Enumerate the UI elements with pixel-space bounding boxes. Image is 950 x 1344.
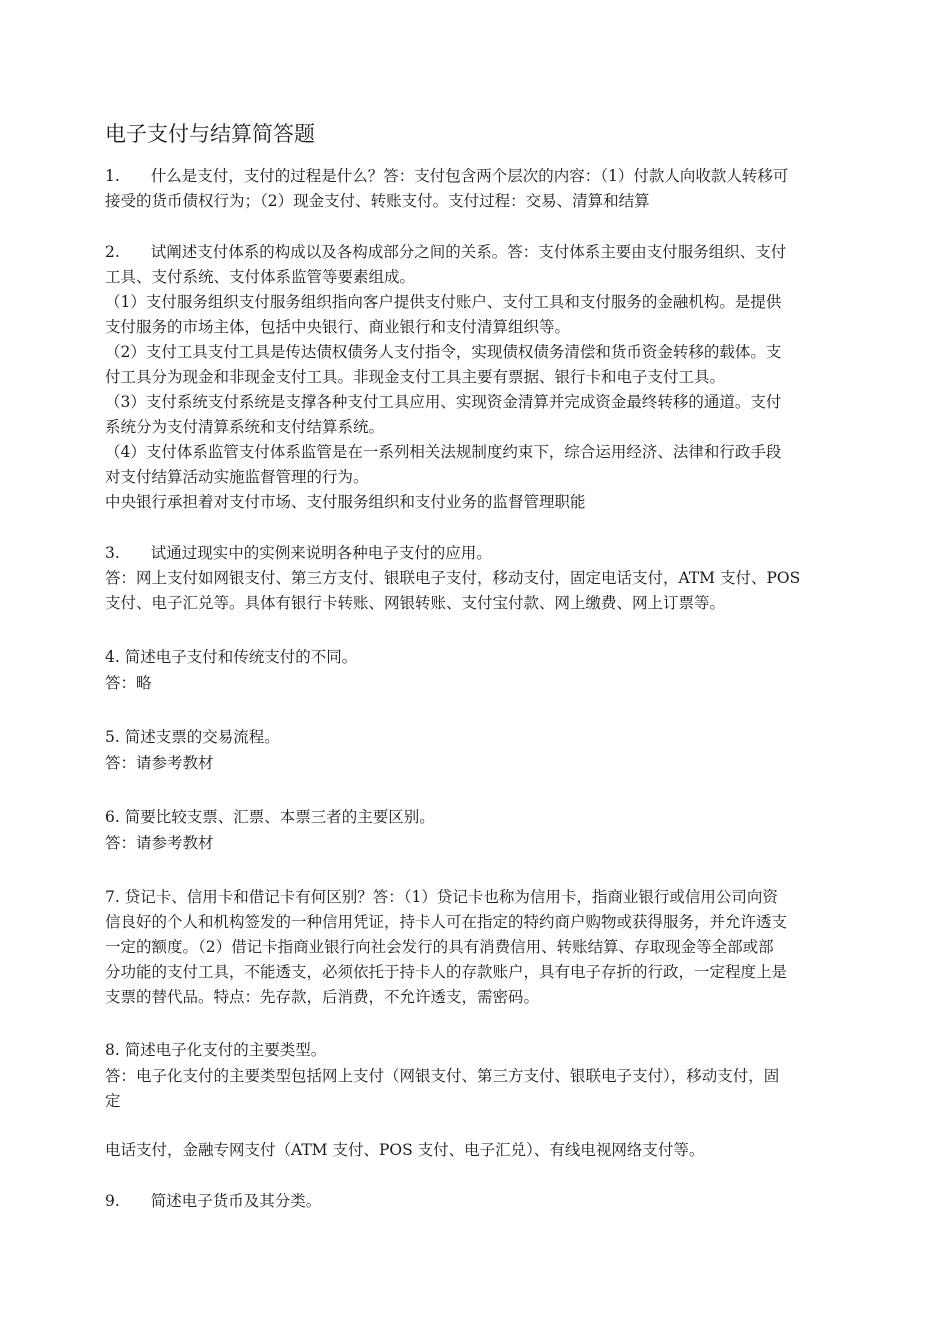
text-line: 支付服务的市场主体，包括中央银行、商业银行和支付清算组织等。 xyxy=(105,318,571,336)
text-line: 9. 简述电子货币及其分类。 xyxy=(105,1192,322,1210)
text-line: （3）支付系统支付系统是支撑各种支付工具应用、实现资金清算并完成资金最终转移的通道。支付 xyxy=(105,393,782,411)
text-line: （4）支付体系监管支付体系监管是在一系列相关法规制度约束下，综合运用经济、法律和行政手段 xyxy=(105,443,782,461)
text-line: 接受的货币债权行为；（2）现金支付、转账支付。支付过程：交易、清算和结算 xyxy=(105,192,650,210)
text-line: 3. 试通过现实中的实例来说明各种电子支付的应用。 xyxy=(105,544,492,562)
text-line: 一定的额度。（2）借记卡指商业银行向社会发行的具有消费信用、转账结算、存取现金等全部或部 xyxy=(105,938,774,956)
text-line: 答：请参考教材 xyxy=(105,754,214,772)
text-line: 8. 简述电子化支付的主要类型。 xyxy=(105,1041,327,1059)
text-line: 定 xyxy=(105,1092,121,1110)
text-line: 1. 什么是支付，支付的过程是什么？答：支付包含两个层次的内容：（1）付款人向收款人转移可 xyxy=(105,167,789,185)
text-line: 付工具分为现金和非现金支付工具。非现金支付工具主要有票据、银行卡和电子支付工具。 xyxy=(105,368,726,386)
text-line: 6. 简要比较支票、汇票、本票三者的主要区别。 xyxy=(105,808,435,826)
text-line: 支票的替代品。特点：先存款，后消费，不允许透支，需密码。 xyxy=(105,988,540,1006)
text-line: 电话支付，金融专网支付（ATM 支付、POS 支付、电子汇兑）、有线电视网络支付等。 xyxy=(105,1141,705,1159)
text-line: 对支付结算活动实施监督管理的行为。 xyxy=(105,468,369,486)
text-line: 支付、电子汇兑等。具体有银行卡转账、网银转账、支付宝付款、网上缴费、网上订票等。 xyxy=(105,594,726,612)
text-line: 4. 简述电子支付和传统支付的不同。 xyxy=(105,648,358,666)
text-line: 分功能的支付工具，不能透支，必须依托于持卡人的存款账户，具有电子存折的行政，一定程度上是 xyxy=(105,963,788,981)
text-line: 答：请参考教材 xyxy=(105,834,214,852)
text-line: 答：略 xyxy=(105,674,152,692)
text-line: 5. 简述支票的交易流程。 xyxy=(105,728,280,746)
text-line: 7. 贷记卡、信用卡和借记卡有何区别？答：（1）贷记卡也称为信用卡，指商业银行或信用公司向资 xyxy=(105,888,778,906)
text-line: 工具、支付系统、支付体系监管等要素组成。 xyxy=(105,268,416,286)
text-line: 答：网上支付如网银支付、第三方支付、银联电子支付，移动支付，固定电话支付，ATM 支付、POS xyxy=(105,569,801,587)
text-line: 答：电子化支付的主要类型包括网上支付（网银支付、第三方支付、银联电子支付），移动支付，固 xyxy=(105,1067,780,1085)
text-line: （2）支付工具支付工具是传达债权债务人支付指令，实现债权债务清偿和货币资金转移的载体。支 xyxy=(105,343,782,361)
text-line: 2. 试阐述支付体系的构成以及各构成部分之间的关系。答：支付体系主要由支付服务组织、支付 xyxy=(105,243,787,261)
text-line: （1）支付服务组织支付服务组织指向客户提供支付账户、支付工具和支付服务的金融机构。是提供 xyxy=(105,293,782,311)
text-line: 系统分为支付清算系统和支付结算系统。 xyxy=(105,418,385,436)
text-line: 中央银行承担着对支付市场、支付服务组织和支付业务的监督管理职能 xyxy=(105,493,586,511)
text-line: 信良好的个人和机构签发的一种信用凭证，持卡人可在指定的特约商户购物或获得服务，并允许透支 xyxy=(105,913,788,931)
document-title: 电子支付与结算简答题 xyxy=(105,122,315,146)
